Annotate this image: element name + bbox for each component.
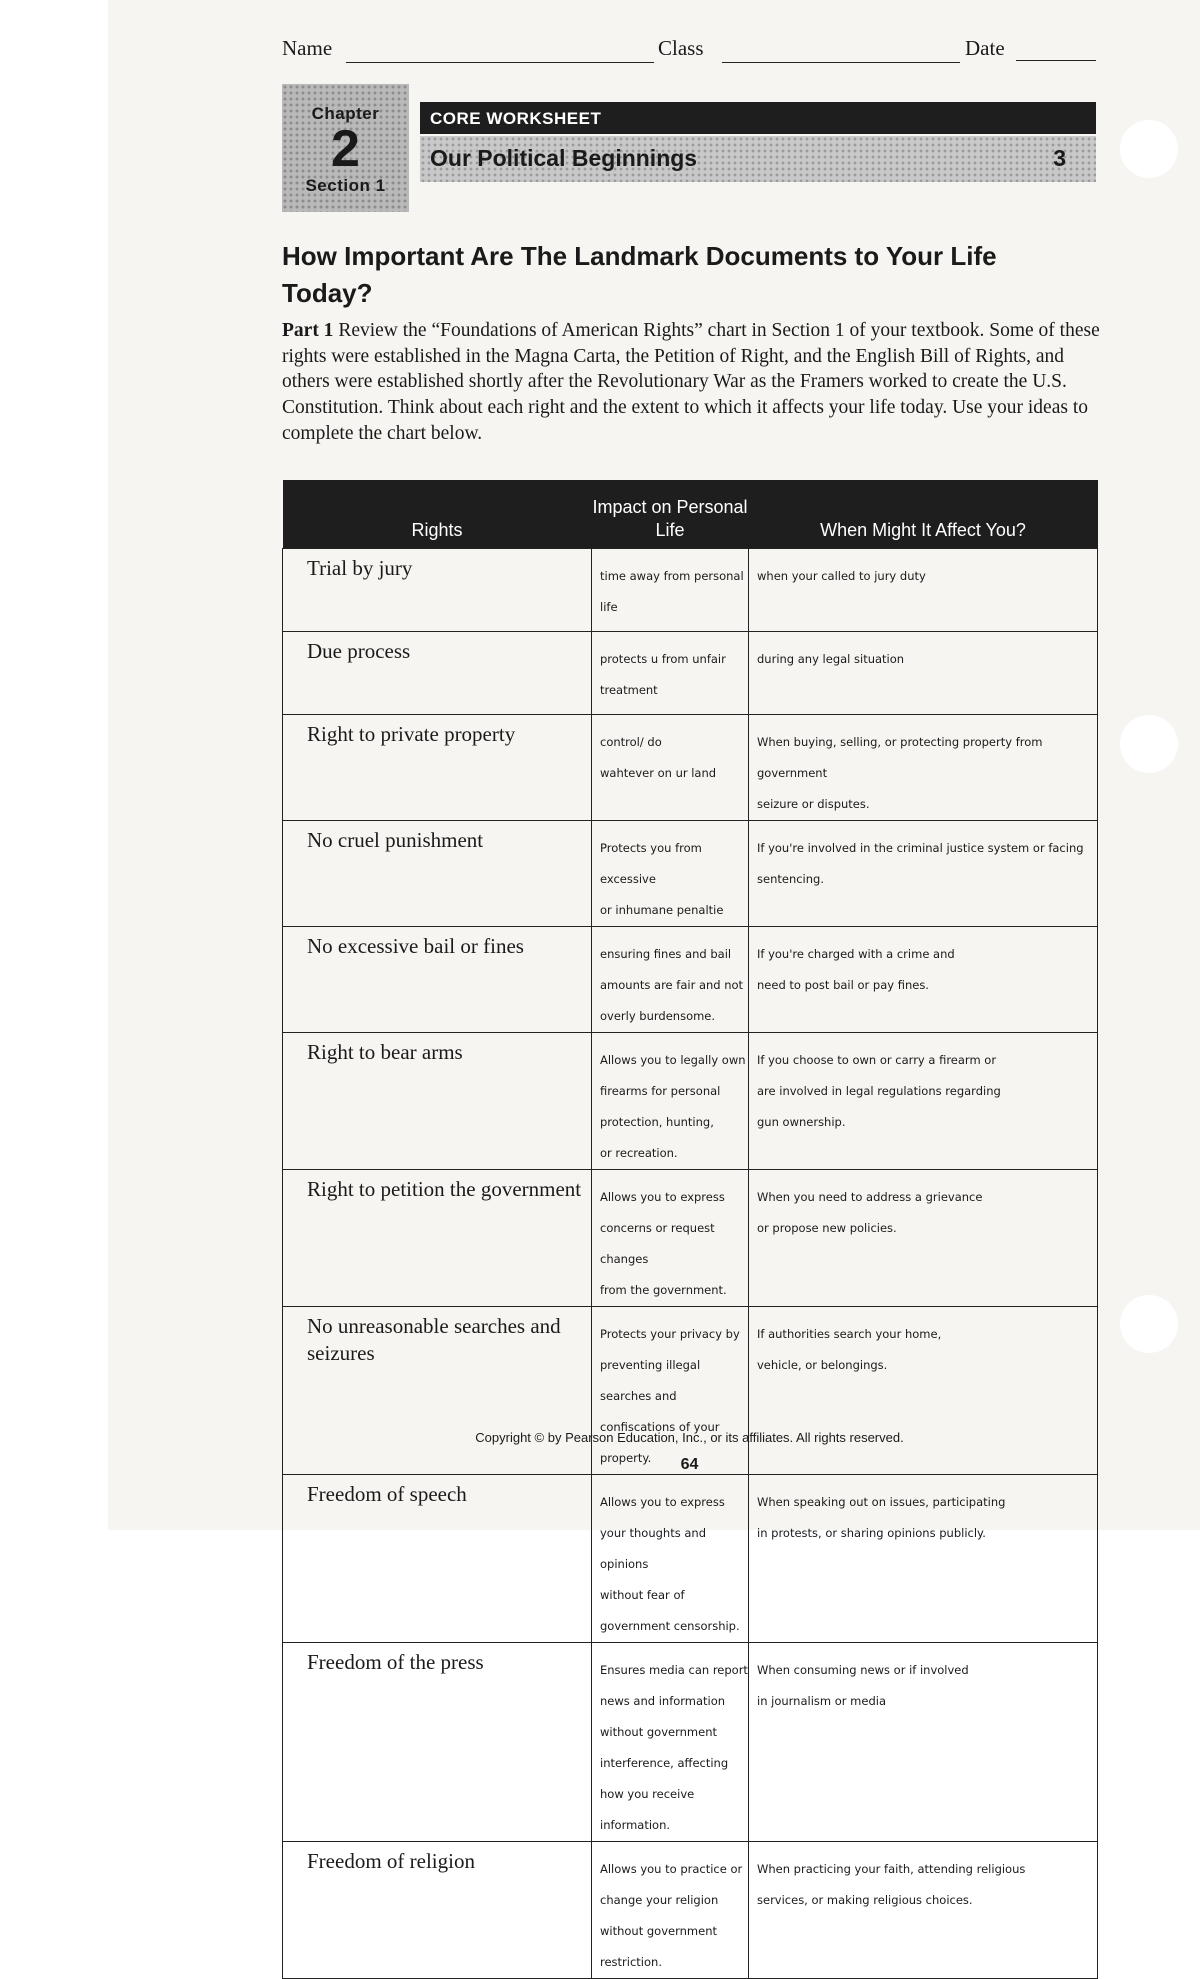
impact-cell[interactable] bbox=[592, 549, 749, 632]
impact-cell[interactable] bbox=[592, 632, 749, 715]
table-row bbox=[283, 1842, 1098, 1979]
impact-answer: Allows you to legally own firearms for personal protection, hunting, or recreation. bbox=[600, 1053, 746, 1160]
chapter-badge bbox=[282, 84, 409, 212]
header-when: When Might It Affect You? bbox=[749, 480, 1098, 549]
table-row bbox=[283, 1475, 1098, 1643]
table-row bbox=[283, 927, 1098, 1033]
when-answer: during any legal situation bbox=[757, 652, 905, 666]
right-name: No cruel punishment bbox=[283, 821, 592, 927]
table-row bbox=[283, 821, 1098, 927]
core-worksheet-bar: CORE WORKSHEET bbox=[420, 102, 1096, 134]
table-row bbox=[283, 715, 1098, 821]
when-answer: If authorities search your home, vehicle, or belongings. bbox=[757, 1327, 942, 1372]
impact-answer: control/ do wahtever on ur land bbox=[600, 735, 717, 780]
right-name: Right to petition the government bbox=[283, 1170, 592, 1307]
when-cell[interactable] bbox=[749, 1033, 1098, 1170]
impact-cell[interactable] bbox=[592, 715, 749, 821]
impact-cell[interactable] bbox=[592, 1033, 749, 1170]
class-label: Class bbox=[658, 36, 704, 60]
chapter-label: Chapter bbox=[311, 104, 380, 123]
date-label: Date bbox=[965, 36, 1005, 60]
copyright: Copyright © by Pearson Education, Inc., or its affiliates. All rights reserved. bbox=[475, 1430, 904, 1445]
impact-answer: ensuring fines and bail amounts are fair and not overly burdensome. bbox=[600, 947, 744, 1023]
impact-answer: Protects your privacy by preventing illegal searches and confiscations of your property. bbox=[600, 1327, 740, 1465]
when-answer: When buying, selling, or protecting property from government seizure or disputes. bbox=[757, 735, 1043, 811]
when-answer: When consuming news or if involved in journalism or media bbox=[757, 1663, 969, 1708]
when-cell[interactable] bbox=[749, 632, 1098, 715]
table-row bbox=[283, 632, 1098, 715]
when-answer: If you're involved in the criminal justice system or facing sentencing. bbox=[757, 841, 1084, 886]
right-name: Trial by jury bbox=[283, 549, 592, 632]
when-cell[interactable] bbox=[749, 549, 1098, 632]
class-field[interactable] bbox=[722, 62, 960, 63]
table-row bbox=[283, 1643, 1098, 1842]
name-field[interactable] bbox=[346, 62, 654, 63]
scan-margin bbox=[0, 0, 108, 1553]
impact-cell[interactable] bbox=[592, 1842, 749, 1979]
right-name: Freedom of religion bbox=[283, 1842, 592, 1979]
name-label: Name bbox=[282, 36, 333, 60]
part-label: Part 1 bbox=[282, 320, 334, 341]
chapter-number: 2 bbox=[331, 120, 360, 178]
header-rights: Rights bbox=[283, 480, 592, 549]
punch-hole bbox=[1120, 715, 1178, 773]
page-number: 64 bbox=[680, 1456, 699, 1473]
table-row bbox=[283, 1170, 1098, 1307]
impact-answer: Allows you to express concerns or request changes from the government. bbox=[600, 1190, 727, 1297]
punch-hole bbox=[1120, 1295, 1178, 1353]
right-name: Freedom of speech bbox=[283, 1475, 592, 1643]
impact-cell[interactable] bbox=[592, 821, 749, 927]
when-answer: When you need to address a grievance or propose new policies. bbox=[757, 1190, 983, 1235]
when-cell[interactable] bbox=[749, 1475, 1098, 1643]
table-row bbox=[283, 549, 1098, 632]
right-name: Right to bear arms bbox=[283, 1033, 592, 1170]
header-impact: Impact on Personal Life bbox=[592, 480, 749, 549]
when-cell[interactable] bbox=[749, 1842, 1098, 1979]
instructions bbox=[282, 318, 1100, 447]
when-answer: when your called to jury duty bbox=[757, 569, 926, 583]
right-name: Due process bbox=[283, 632, 592, 715]
impact-cell[interactable] bbox=[592, 1643, 749, 1842]
impact-answer: Ensures media can report news and information without government interference, affecting how you receive information. bbox=[600, 1663, 748, 1832]
date-field[interactable] bbox=[1016, 60, 1096, 61]
impact-answer: Allows you to practice or change your religion without government restriction. bbox=[600, 1862, 743, 1969]
table-row bbox=[283, 1033, 1098, 1170]
table-row bbox=[283, 1307, 1098, 1475]
right-name: No unreasonable searches and seizures bbox=[283, 1307, 592, 1475]
when-cell[interactable] bbox=[749, 1643, 1098, 1842]
when-cell[interactable] bbox=[749, 927, 1098, 1033]
impact-cell[interactable] bbox=[592, 1170, 749, 1307]
section-label: Section 1 bbox=[305, 176, 386, 195]
punch-hole bbox=[1120, 120, 1178, 178]
when-answer: If you're charged with a crime and need to post bail or pay fines. bbox=[757, 947, 955, 992]
worksheet-number: 3 bbox=[1053, 145, 1066, 171]
worksheet-title: Our Political Beginnings bbox=[430, 145, 698, 171]
instructions-text: Review the “Foundations of American Rights” chart in Section 1 of your textbook. Some of these rights were established in the Magna Carta, the Petition of Right, and the English Bill of Rights, and others were established shortly after the Revolutionary War as the Framers worked to create the U.S. Constitution. Think about each right and the extent to which it affects your life today. Use your ideas to complete the chart below. bbox=[282, 320, 1100, 444]
impact-answer: time away from personal life bbox=[600, 569, 744, 614]
impact-answer: Protects you from excessive or inhumane penaltie bbox=[600, 841, 724, 917]
impact-answer: Allows you to express your thoughts and opinions without fear of government censorship. bbox=[600, 1495, 740, 1633]
right-name: No excessive bail or fines bbox=[283, 927, 592, 1033]
page-title: How Important Are The Landmark Documents to Your Life Today? bbox=[282, 241, 997, 308]
worksheet-title-bar bbox=[420, 136, 1096, 182]
rights-table bbox=[282, 480, 1098, 1979]
when-cell[interactable] bbox=[749, 715, 1098, 821]
right-name: Right to private property bbox=[283, 715, 592, 821]
impact-cell[interactable] bbox=[592, 1307, 749, 1475]
when-answer: When practicing your faith, attending religious services, or making religious choices. bbox=[757, 1862, 1026, 1907]
right-name: Freedom of the press bbox=[283, 1643, 592, 1842]
when-answer: When speaking out on issues, participating in protests, or sharing opinions publicly. bbox=[757, 1495, 1006, 1540]
when-cell[interactable] bbox=[749, 821, 1098, 927]
impact-cell[interactable] bbox=[592, 1475, 749, 1643]
when-cell[interactable] bbox=[749, 1170, 1098, 1307]
table-header-row bbox=[283, 480, 1098, 549]
when-cell[interactable] bbox=[749, 1307, 1098, 1475]
impact-cell[interactable] bbox=[592, 927, 749, 1033]
when-answer: If you choose to own or carry a firearm or are involved in legal regulations regarding gun ownership. bbox=[757, 1053, 1001, 1129]
impact-answer: protects u from unfair treatment bbox=[600, 652, 726, 697]
